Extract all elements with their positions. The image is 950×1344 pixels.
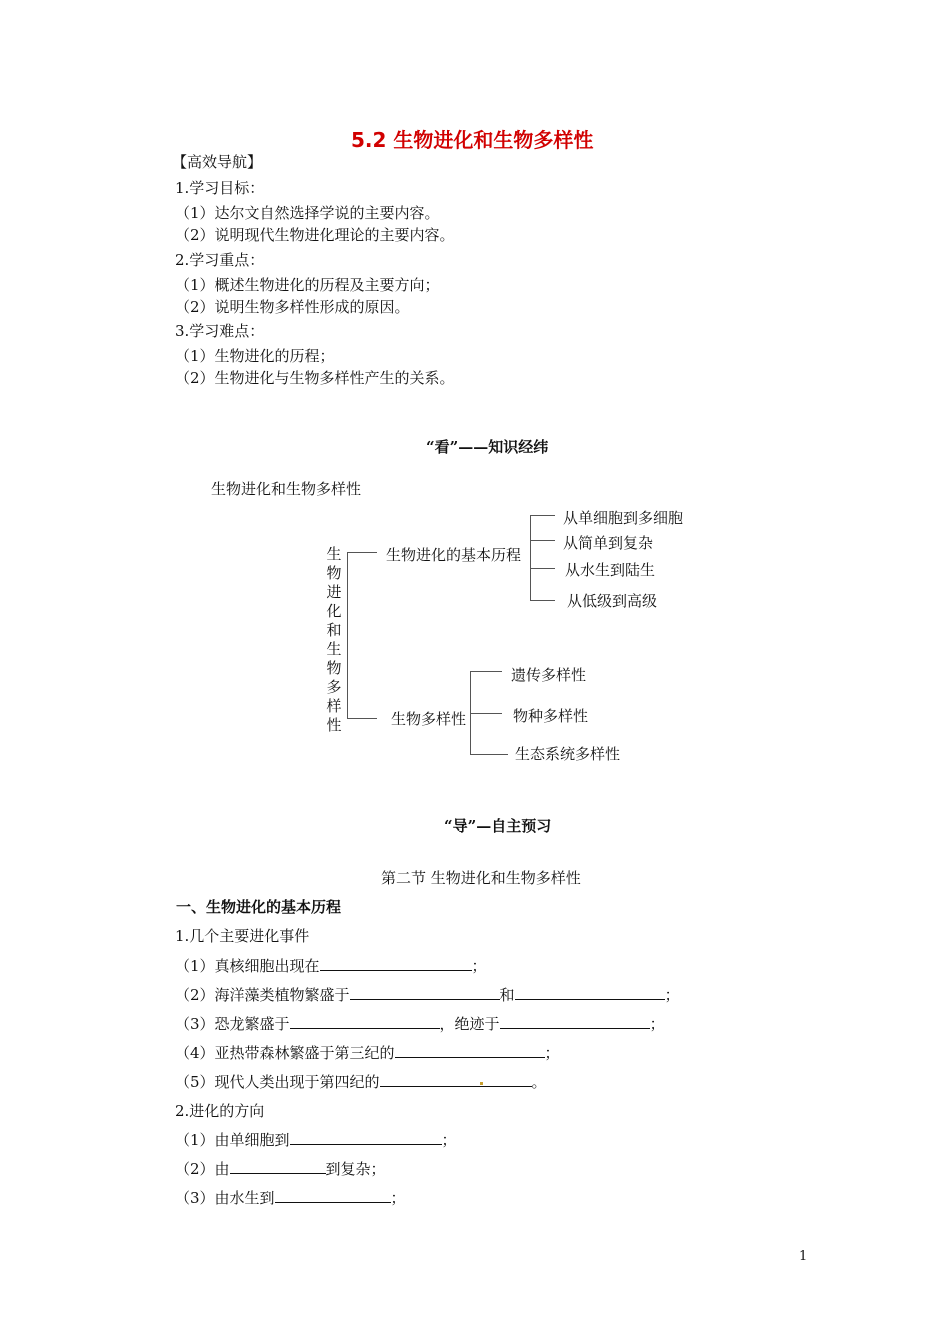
branch2-tick: [470, 754, 508, 755]
mark-dot: [480, 1082, 483, 1085]
q2-1-text: （1）由单细胞到: [175, 1131, 290, 1149]
q1-title: 1.几个主要进化事件: [175, 927, 310, 945]
nav-header: 【高效导航】: [172, 153, 263, 171]
q1-3-mid: ，绝迹于: [439, 1015, 500, 1033]
q1-2-text: （2）海洋藻类植物繁盛于: [175, 986, 350, 1004]
q1-2-and: 和: [499, 986, 515, 1004]
q1-5-text: （5）现代人类出现于第四纪的: [175, 1073, 380, 1091]
q2-3-blank[interactable]: [275, 1188, 391, 1203]
branch2-item: 遗传多样性: [511, 666, 587, 684]
q2-title: 2.进化的方向: [175, 1102, 265, 1120]
q2-1-blank[interactable]: [290, 1130, 442, 1145]
q2-2-text: （2）由: [175, 1160, 230, 1178]
q2-3-end: ；: [390, 1189, 406, 1207]
branch1-tick: [530, 600, 555, 601]
q2-2-blank[interactable]: [230, 1159, 326, 1174]
goal-title: 1.学习目标：: [175, 179, 265, 197]
root-char: 生: [326, 545, 342, 563]
q1-2-end: ；: [664, 986, 680, 1004]
q1-1-text: （1）真核细胞出现在: [175, 957, 320, 975]
branch2-tick: [470, 713, 502, 714]
q1-item-1: [175, 955, 487, 976]
root-bracket: [347, 552, 348, 718]
page-title: 5.2 生物进化和生物多样性: [351, 128, 594, 152]
q1-5-blank[interactable]: [380, 1072, 532, 1087]
q1-3-blank-b[interactable]: [500, 1014, 650, 1029]
q2-1-end: ；: [441, 1131, 457, 1149]
root-char: 和: [326, 621, 342, 639]
q1-item-4: [175, 1042, 560, 1063]
dao-heading: “导”—自主预习: [444, 817, 552, 835]
q1-1-end: ；: [471, 957, 487, 975]
branch1-item: 从单细胞到多细胞: [563, 509, 684, 527]
root-char: 性: [326, 716, 342, 734]
q2-item-1: [175, 1129, 457, 1150]
branch-evolution: 生物进化的基本历程: [386, 546, 522, 564]
hard-title: 3.学习难点：: [175, 322, 265, 340]
key-title: 2.学习重点：: [175, 251, 265, 269]
root-char: 多: [326, 678, 342, 696]
q1-3-text: （3）恐龙繁盛于: [175, 1015, 290, 1033]
q1-2-blank-b[interactable]: [515, 985, 665, 1000]
q1-4-end: ；: [544, 1044, 560, 1062]
root-char: 物: [326, 564, 342, 582]
goal-1: （1）达尔文自然选择学说的主要内容。: [175, 204, 440, 222]
part1-title: 一、生物进化的基本历程: [176, 898, 342, 916]
root-char: 物: [326, 659, 342, 677]
branch1-item: 从低级到高级: [567, 592, 658, 610]
branch2-tick: [470, 671, 502, 672]
hard-2: （2）生物进化与生物多样性产生的关系。: [175, 369, 455, 387]
key-1: （1）概述生物进化的历程及主要方向；: [175, 276, 440, 294]
q1-1-blank[interactable]: [320, 956, 472, 971]
branch2-item: 生态系统多样性: [515, 745, 621, 763]
q1-item-2: [175, 984, 680, 1005]
q1-item-5: [175, 1071, 547, 1092]
q1-item-3: [175, 1013, 665, 1034]
key-2: （2）说明生物多样性形成的原因。: [175, 298, 410, 316]
hard-1: （1）生物进化的历程；: [175, 347, 335, 365]
root-char: 化: [326, 602, 342, 620]
root-char: 进: [326, 583, 342, 601]
kan-subtitle: 生物进化和生物多样性: [211, 480, 362, 498]
q2-item-3: [175, 1187, 406, 1208]
branch1-tick: [530, 515, 555, 516]
branch1-bracket: [530, 515, 531, 600]
root-char: 生: [326, 640, 342, 658]
q1-2-blank-a[interactable]: [350, 985, 500, 1000]
diagram-root: [324, 545, 344, 735]
section-title: 第二节 生物进化和生物多样性: [381, 869, 581, 887]
q2-3-text: （3）由水生到: [175, 1189, 275, 1207]
q1-3-blank-a[interactable]: [290, 1014, 440, 1029]
root-connector-top: [347, 552, 377, 553]
root-char: 样: [326, 697, 342, 715]
branch1-item: 从简单到复杂: [563, 534, 654, 552]
branch1-item: 从水生到陆生: [565, 561, 656, 579]
q2-2-end: 到复杂；: [325, 1160, 386, 1178]
q1-4-blank[interactable]: [395, 1043, 545, 1058]
root-connector-bottom: [347, 718, 377, 719]
q1-3-end: ；: [649, 1015, 665, 1033]
q1-4-text: （4）亚热带森林繁盛于第三纪的: [175, 1044, 395, 1062]
branch-diversity: 生物多样性: [391, 710, 467, 728]
branch2-item: 物种多样性: [513, 707, 589, 725]
q1-5-end: 。: [531, 1073, 547, 1091]
kan-heading: “看”——知识经纬: [426, 438, 549, 456]
branch1-tick: [530, 568, 555, 569]
page-number: 1: [799, 1249, 808, 1264]
goal-2: （2）说明现代生物进化理论的主要内容。: [175, 226, 455, 244]
q2-item-2: [175, 1158, 386, 1179]
branch1-tick: [530, 540, 555, 541]
